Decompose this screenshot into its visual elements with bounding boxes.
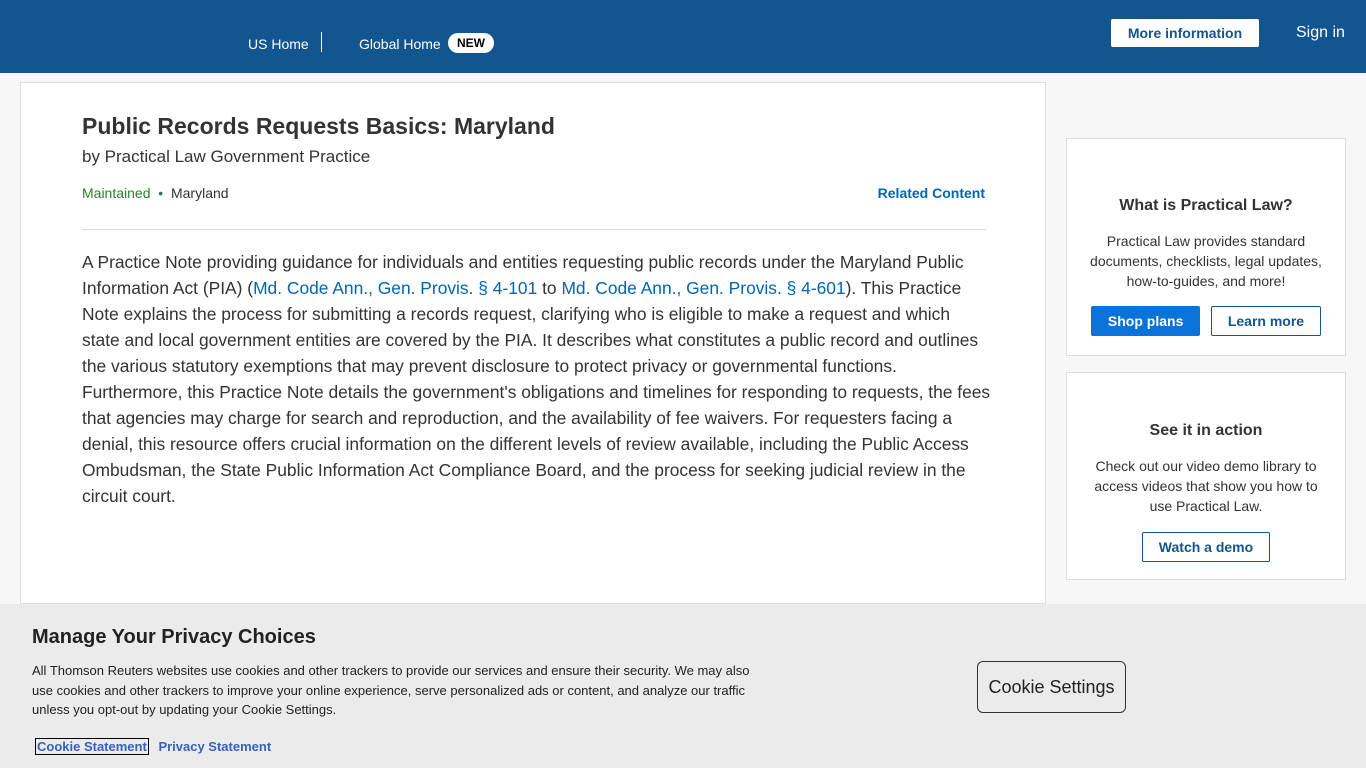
statute-link-4-101[interactable]: Md. Code Ann., Gen. Provis. § 4-101 <box>253 278 538 298</box>
article-abstract <box>82 249 992 509</box>
box-text: Practical Law provides standard documents, checklists, legal updates, how-to-guides, and more! <box>1090 233 1322 289</box>
privacy-text: All Thomson Reuters websites use cookies and other trackers to provide our services and ensure their security. We may also use cookies and other trackers to improve your online experience, serve personalized ads or content, and analyze our traffic unless you opt-out by updating your Cookie Settings. <box>32 663 750 717</box>
article-card <box>20 82 1046 604</box>
divider <box>82 229 986 230</box>
us-home-link[interactable]: US Home <box>248 36 309 52</box>
box-title: See it in action <box>1149 422 1263 439</box>
status-maintained: Maintained <box>82 185 151 201</box>
article-meta <box>82 185 229 201</box>
privacy-title: Manage Your Privacy Choices <box>32 626 316 648</box>
abstract-text: ). This Practice Note explains the process for submitting a records request, clarifying who is eligible to make a request and which state and local government entities are covered by the PIA. It describes what constitutes a public record and outlines the various statutory exemptions that may prevent disclosure to protect privacy or governmental functions. Furthermore, this Practice Note details the government's obligations and timelines for responding to requests, the fees that agencies may charge for search and reproduction, and the availability of fee waivers. For requesters facing a denial, this resource offers crucial information on the different levels of review available, including the Public Access Ombudsman, the State Public Information Act Compliance Board, and the process for seeking judicial review in the circuit court. <box>82 278 991 506</box>
global-home-link[interactable]: Global Home <box>359 36 441 52</box>
learn-more-button[interactable]: Learn more <box>1211 306 1321 336</box>
abstract-text: to <box>537 278 562 298</box>
privacy-statement-link[interactable]: Privacy Statement <box>158 739 272 754</box>
cookie-settings-button[interactable]: Cookie Settings <box>977 661 1126 713</box>
sign-in-link[interactable]: Sign in <box>1296 24 1345 41</box>
related-content-link[interactable]: Related Content <box>877 185 985 201</box>
page-title: Public Records Requests Basics: Maryland <box>82 113 555 139</box>
watch-demo-button[interactable]: Watch a demo <box>1142 532 1270 562</box>
cookie-statement-link[interactable]: Cookie Statement <box>37 739 147 754</box>
abstract-text: A Practice Note providing guidance for individuals and entities requesting public records under the Maryland Public Information Act (PIA) ( <box>82 252 964 298</box>
shop-plans-button[interactable]: Shop plans <box>1091 306 1200 336</box>
more-information-button[interactable]: More information <box>1111 19 1259 47</box>
bullet: • <box>158 185 164 201</box>
nav-divider <box>321 32 322 52</box>
see-it-in-action-box <box>1066 372 1346 580</box>
privacy-banner <box>0 604 1366 768</box>
statute-link-4-601[interactable]: Md. Code Ann., Gen. Provis. § 4-601 <box>561 278 846 298</box>
new-badge: NEW <box>448 33 494 53</box>
top-nav <box>0 0 1366 73</box>
box-text: Check out our video demo library to access videos that show you how to use Practical Law. <box>1094 458 1318 514</box>
what-is-practical-law-box <box>1066 138 1346 356</box>
jurisdiction: Maryland <box>170 185 229 201</box>
box-title: What is Practical Law? <box>1119 197 1293 214</box>
byline: by Practical Law Government Practice <box>82 147 371 166</box>
